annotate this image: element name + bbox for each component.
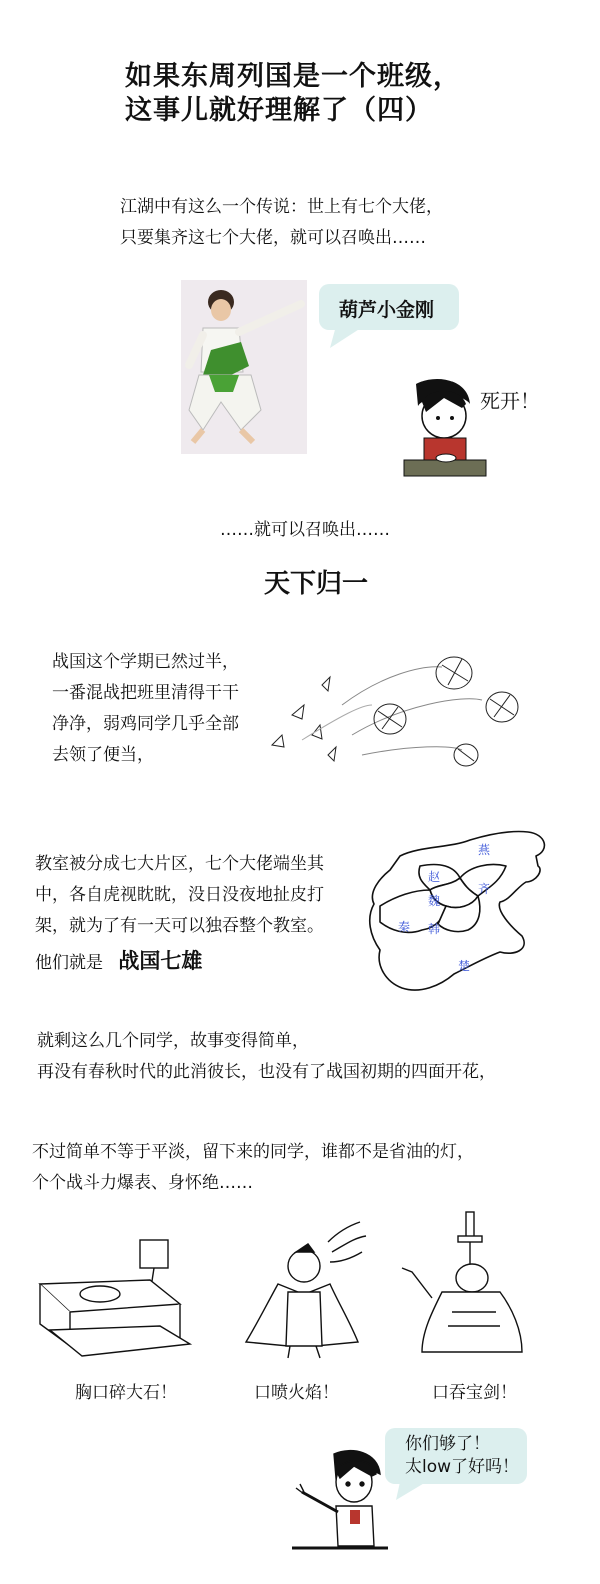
boy-with-coffee-illustration xyxy=(404,378,486,478)
gourd-bubble-text: 葫芦小金刚 xyxy=(339,299,435,321)
title-line-2: 这事儿就好理解了（四） xyxy=(125,95,433,126)
gourd-speech-bubble xyxy=(319,284,459,330)
intro-line-1: 江湖中有这么一个传说：世上有七个大佬， xyxy=(120,197,443,217)
pointing-boy-illustration xyxy=(292,1448,388,1552)
intro-paragraph xyxy=(120,192,443,254)
fire-breathing-illustration xyxy=(238,1222,368,1362)
boy-speech-die: 死开！ xyxy=(480,389,540,413)
seven-powers-bold: 战国七雄 xyxy=(118,949,203,973)
sword-swallowing-illustration xyxy=(392,1212,528,1362)
warring-states-map xyxy=(360,826,552,998)
simple-line-2: 再没有春秋时代的此消彼长，也没有了战国初期的四面开花， xyxy=(37,1062,496,1082)
map-label-zhao: 赵 xyxy=(428,870,441,884)
gourd-kid-photo xyxy=(181,280,307,454)
classroom-line-1: 教室被分成七大片区，七个大佬端坐其 xyxy=(35,854,324,874)
classroom-line-4-row xyxy=(35,946,324,979)
notplain-paragraph xyxy=(32,1137,474,1199)
summon-big: 天下归一 xyxy=(263,569,368,599)
final-speech-bubble xyxy=(385,1428,527,1484)
gourd-bubble-tail xyxy=(330,326,370,350)
warring-line-3: 净净，弱鸡同学几乎全部 xyxy=(52,714,239,734)
final-line-2: 太low了好吗！ xyxy=(405,1457,520,1477)
skill-label-fire: 口喷火焰！ xyxy=(254,1383,339,1403)
warring-line-4: 去领了便当， xyxy=(52,745,154,765)
classroom-line-3: 架，就为了有一天可以独吞整个教室。 xyxy=(35,916,324,936)
map-label-qi: 齐 xyxy=(478,882,491,896)
warring-line-1: 战国这个学期已然过半， xyxy=(52,652,239,672)
classroom-paragraph xyxy=(35,849,324,979)
map-label-yan: 燕 xyxy=(478,843,491,857)
notplain-line-2: 个个战斗力爆表、身怀绝…… xyxy=(32,1173,253,1193)
intro-line-2: 只要集齐这七个大佬，就可以召唤出…… xyxy=(120,228,426,248)
map-label-wei: 魏 xyxy=(428,894,441,908)
classroom-line-4: 他们就是 xyxy=(35,953,103,973)
skill-label-stone: 胸口碎大石！ xyxy=(75,1383,177,1403)
warring-line-2: 一番混战把班里清得干干 xyxy=(52,683,239,703)
simple-line-1: 就剩这么几个同学，故事变得简单， xyxy=(37,1031,309,1051)
final-bubble-tail xyxy=(396,1482,436,1502)
gourd-kid-figure xyxy=(181,280,307,454)
map-label-chu: 楚 xyxy=(458,959,471,973)
map-label-qin: 秦 xyxy=(398,920,411,934)
title-line-1: 如果东周列国是一个班级， xyxy=(125,61,461,92)
flying-figures-illustration xyxy=(262,645,558,775)
skill-label-sword: 口吞宝剑！ xyxy=(432,1383,517,1403)
stone-on-chest-illustration xyxy=(30,1234,190,1364)
notplain-line-1: 不过简单不等于平淡，留下来的同学，谁都不是省油的灯， xyxy=(32,1142,474,1162)
map-label-han: 韩 xyxy=(428,922,441,936)
page-title xyxy=(125,60,461,128)
final-bubble-text xyxy=(405,1433,519,1479)
summon-line: ……就可以召唤出…… xyxy=(220,520,390,540)
classroom-line-2: 中，各自虎视眈眈，没日没夜地扯皮打 xyxy=(35,885,324,905)
final-line-1: 你们够了！ xyxy=(405,1434,490,1454)
warring-paragraph xyxy=(52,647,239,771)
simple-paragraph xyxy=(37,1026,496,1088)
